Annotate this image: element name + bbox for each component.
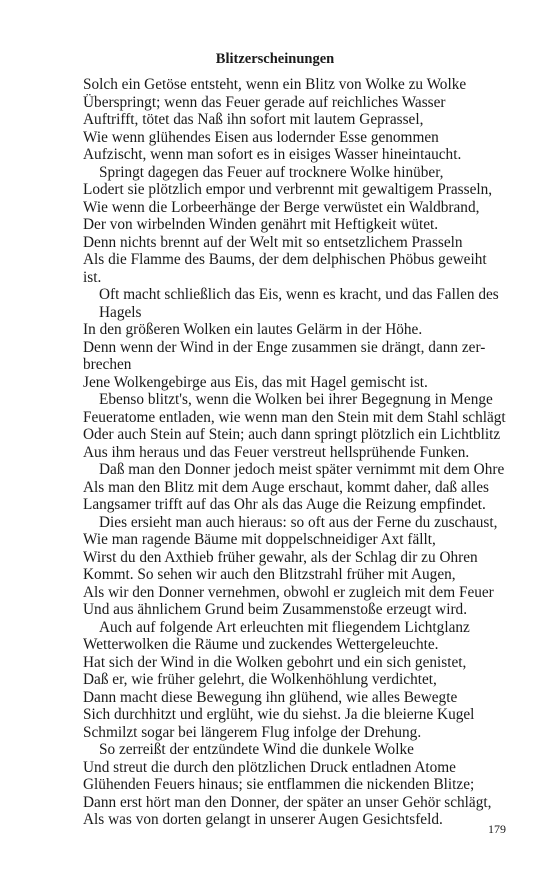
text-line: Langsamer trifft auf das Ohr als das Auge die Reizung empfindet.: [83, 496, 486, 513]
text-line: Auftrifft, tötet das Naß ihn sofort mit lautem Geprassel,: [83, 111, 424, 128]
text-line: Daß er, wie früher gelehrt, die Wolkenhöhlung verdichtet,: [83, 671, 437, 688]
text-line: Schmilzt sogar bei längerem Flug infolge der Drehung.: [83, 723, 422, 741]
text-line: Als wir den Donner vernehmen, obwohl er zugleich mit dem Feuer: [83, 583, 494, 601]
text-line: Denn wenn der Wind in der Enge zusammen sie drängt, dann zer-: [83, 338, 486, 356]
text-line: Überspringt; wenn das Feuer gerade auf reichliches Wasser: [83, 93, 446, 111]
text-line: Als die Flamme des Baums, der dem delphischen Phöbus geweiht: [83, 251, 487, 268]
text-line: Wie wenn glühendes Eisen aus lodernder Esse genommen: [83, 128, 439, 146]
text-line: Dann macht diese Bewegung ihn glühend, wie alles Bewegte: [83, 688, 458, 706]
text-line: Glühenden Feuers hinaus; sie entflammen die nickenden Blitze;: [83, 776, 475, 793]
text-line: Wie wenn die Lorbeerhänge der Berge verwüstet ein Waldbrand,: [83, 198, 480, 216]
text-line: Wirst du den Axthieb früher gewahr, als der Schlag dir zu Ohren: [83, 548, 478, 566]
text-line: Jene Wolkengebirge aus Eis, das mit Hagel gemischt ist.: [83, 373, 428, 391]
text-line: Als man den Blitz mit dem Auge erschaut, kommt daher, daß alles: [83, 478, 489, 496]
text-line: Und aus ähnlichem Grund beim Zusammenstoße erzeugt wird.: [83, 601, 468, 618]
text-line: Denn nichts brennt auf der Welt mit so entsetzlichem Prasseln: [83, 233, 463, 251]
text-line: Als was von dorten gelangt in unserer Augen Gesichtsfeld.: [83, 811, 443, 828]
text-line: Dann erst hört man den Donner, der später an unser Gehör schlägt,: [83, 793, 492, 811]
text-line: Dies ersieht man auch hieraus: so oft aus der Ferne du zuschaust,: [99, 513, 498, 531]
text-line: Auch auf folgende Art erleuchten mit fliegendem Lichtglanz: [99, 618, 470, 636]
text-line: Springt dagegen das Feuer auf trocknere Wolke hinüber,: [99, 163, 444, 181]
text-line: Kommt. So sehen wir auch den Blitzstrahl früher mit Augen,: [83, 566, 456, 583]
text-line: Wetterwolken die Räume und zuckendes Wettergeleuchte.: [83, 636, 439, 653]
text-line: Solch ein Getöse entsteht, wenn ein Blitz von Wolke zu Wolke: [83, 76, 467, 93]
text-line: Der von wirbelnden Winden genährt mit Heftigkeit wütet.: [83, 216, 439, 233]
page-number: 179: [488, 822, 506, 836]
text-line: Lodert sie plötzlich empor und verbrennt mit gewaltigem Prasseln,: [83, 181, 493, 198]
text-line: ist.: [83, 268, 102, 286]
page-title: Blitzerscheinungen: [215, 51, 335, 67]
text-line: So zerreißt der entzündete Wind die dunkele Wolke: [99, 741, 414, 758]
text-line: Hagels: [99, 303, 142, 321]
text-line: Oder auch Stein auf Stein; auch dann springt plötzlich ein Lichtblitz: [83, 426, 501, 443]
text-line: Feueratome entladen, wie wenn man den Stein mit dem Stahl schlägt: [83, 408, 506, 426]
text-line: Ebenso blitzt's, wenn die Wolken bei ihrer Begegnung in Menge: [99, 391, 493, 408]
text-line: Und streut die durch den plötzlichen Druck entladnen Atome: [83, 758, 456, 776]
text-line: Sich durchhitzt und erglüht, wie du siehst. Ja die bleierne Kugel: [83, 706, 475, 723]
text-line: brechen: [83, 356, 132, 373]
poem-text: [83, 76, 513, 829]
text-line: Oft macht schließlich das Eis, wenn es kracht, und das Fallen des: [99, 286, 499, 303]
text-line: Aufzischt, wenn man sofort es in eisiges Wasser hineintaucht.: [83, 146, 462, 163]
text-line: In den größeren Wolken ein lautes Gelärm in der Höhe.: [83, 321, 423, 338]
text-line: Hat sich der Wind in die Wolken gebohrt und ein sich genistet,: [83, 653, 467, 671]
text-line: Daß man den Donner jedoch meist später vernimmt mit dem Ohre: [99, 461, 505, 478]
text-line: Aus ihm heraus und das Feuer verstreut hellsprühende Funken.: [83, 443, 470, 461]
text-line: Wie man ragende Bäume mit doppelschneidiger Axt fällt,: [83, 531, 436, 548]
